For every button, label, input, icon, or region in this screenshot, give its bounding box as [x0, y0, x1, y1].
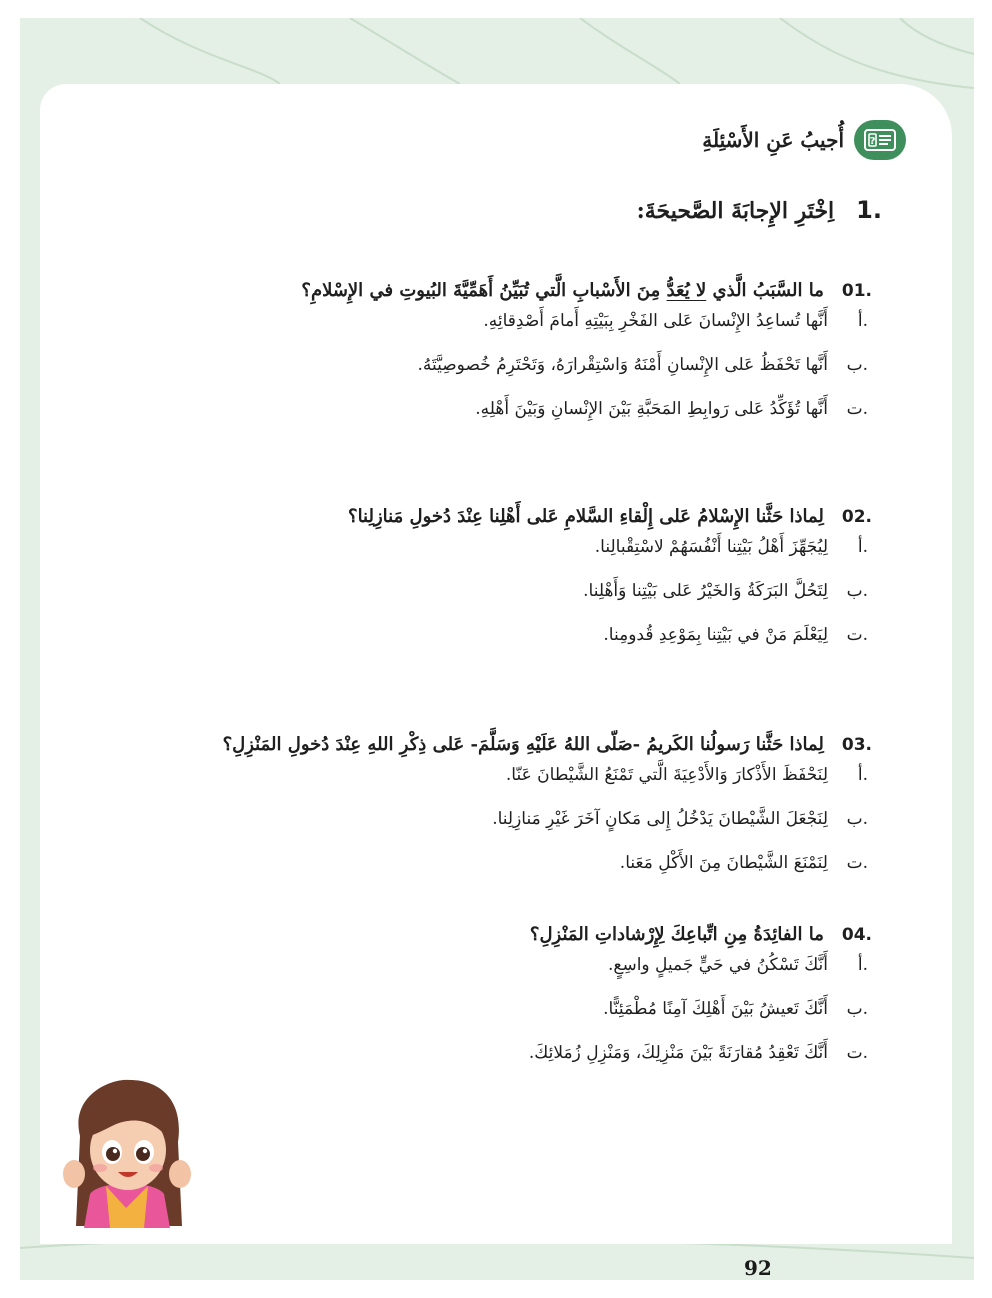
option-letter: أ.: [857, 311, 868, 331]
section-header: [702, 120, 906, 160]
option-text: لِنَحْفَظَ الأَذْكارَ وَالأَدْعِيَةَ الَّتي تَمْنَعُ الشَّيْطانَ عَنّا.: [505, 765, 828, 785]
options-list: [152, 955, 868, 1087]
option-b[interactable]: [152, 581, 868, 625]
options-list: [152, 765, 868, 897]
option-text: أَنَّكَ تَعيشُ بَيْنَ أَهْلِكَ آمِنًا مُطْمَئِنًّا.: [603, 999, 828, 1019]
question-text: لِماذا حَثَّنا رَسولُنا الكَريمُ -صَلّى اللهُ عَلَيْهِ وَسَلَّمَ- عَلى ذِكْرِ اللهِ عِنْدَ دُخولِ المَنْزِلِ؟: [222, 734, 824, 755]
option-text: أَنَّكَ تَسْكُنُ في حَيٍّ جَميلٍ واسِعٍ.: [608, 955, 828, 975]
question-text: لِماذا حَثَّنا الإِسْلامُ عَلى إِلْقاءِ السَّلامِ عَلى أَهْلِنا عِنْدَ دُخولِ مَنازِلِنا؟: [348, 506, 824, 527]
instruction: [637, 196, 882, 224]
option-letter: ب.: [846, 809, 868, 829]
options-list: [152, 311, 868, 443]
option-a[interactable]: [152, 765, 868, 809]
svg-text:?: ?: [869, 136, 876, 147]
option-text: لِنَجْعَلَ الشَّيْطانَ يَدْخُلُ إِلى مَكانٍ آخَرَ غَيْرِ مَنازِلِنا.: [492, 809, 828, 829]
option-letter: أ.: [857, 537, 868, 557]
question-card-icon: [854, 120, 906, 160]
option-b[interactable]: [152, 999, 868, 1043]
option-text: أَنَّها تُؤَكِّدُ عَلى رَوابِطِ المَحَبَّةِ بَيْنَ الإِنْسانِ وَبَيْنَ أَهْلِهِ.: [475, 399, 828, 419]
option-text: أَنَّها تُساعِدُ الإِنْسانَ عَلى الفَخْرِ بِبَيْتِهِ أَمامَ أَصْدِقائِهِ.: [483, 311, 828, 331]
option-c[interactable]: [152, 1043, 868, 1087]
option-letter: ت.: [846, 399, 868, 419]
option-text: لِنَمْنَعَ الشَّيْطانَ مِنَ الأَكْلِ مَعَنا.: [619, 853, 828, 873]
option-text: أَنَّكَ تَعْقِدُ مُقارَنَةً بَيْنَ مَنْزِلِكَ، وَمَنْزِلِ زُمَلائِكَ.: [528, 1043, 828, 1063]
option-letter: ت.: [846, 853, 868, 873]
question-03: [152, 734, 872, 897]
option-letter: ب.: [846, 581, 868, 601]
option-c[interactable]: [152, 625, 868, 669]
underlined-phrase: لا يُعَدُّ: [666, 280, 707, 301]
page-number: 92: [744, 1256, 772, 1280]
option-a[interactable]: [152, 537, 868, 581]
question-number: 03.: [841, 735, 872, 755]
option-text: لِيُجَهِّزَ أَهْلُ بَيْتِنا أَنْفُسَهُمْ لاسْتِقْبالِنا.: [594, 537, 828, 557]
option-text: لِيَعْلَمَ مَنْ في بَيْتِنا بِمَوْعِدِ قُدومِنا.: [603, 625, 828, 645]
option-letter: ت.: [846, 625, 868, 645]
question-number: 01.: [841, 281, 872, 301]
question-number: 04.: [841, 925, 872, 945]
option-b[interactable]: [152, 355, 868, 399]
question-text: ما السَّبَبُ الَّذي لا يُعَدُّ مِنَ الأَسْبابِ الَّتي تُبَيِّنُ أَهَمِّيَّةَ البُيوتِ في الإِسْلامِ؟: [301, 280, 824, 301]
option-a[interactable]: [152, 311, 868, 355]
option-letter: ب.: [846, 999, 868, 1019]
instruction-text: اِخْتَرِ الإِجابَةَ الصَّحيحَةَ:: [636, 198, 835, 224]
instruction-number: 1.: [856, 196, 882, 224]
question-text: ما الفائِدَةُ مِنِ اتِّباعِكَ لِإِرْشاداتِ المَنْزِلِ؟: [529, 924, 824, 945]
option-c[interactable]: [152, 399, 868, 443]
section-title: أُجيبُ عَنِ الأَسْئِلَةِ: [702, 128, 844, 152]
option-letter: أ.: [857, 955, 868, 975]
option-c[interactable]: [152, 853, 868, 897]
question-01: [152, 280, 872, 443]
question-number: 02.: [841, 507, 872, 527]
option-a[interactable]: [152, 955, 868, 999]
option-b[interactable]: [152, 809, 868, 853]
option-text: لِتَحُلَّ البَرَكَةُ وَالخَيْرُ عَلى بَيْتِنا وَأَهْلِنا.: [583, 581, 828, 601]
option-letter: ت.: [846, 1043, 868, 1063]
option-letter: أ.: [857, 765, 868, 785]
question-02: [152, 506, 872, 669]
girl-character-illustration: [60, 1076, 192, 1228]
options-list: [152, 537, 868, 669]
option-letter: ب.: [846, 355, 868, 375]
question-04: [152, 924, 872, 1087]
option-text: أَنَّها تَحْفَظُ عَلى الإِنْسانِ أَمْنَهُ وَاسْتِقْرارَهُ، وَتَحْتَرِمُ خُصوصِيَّتَهُ.: [417, 355, 828, 375]
